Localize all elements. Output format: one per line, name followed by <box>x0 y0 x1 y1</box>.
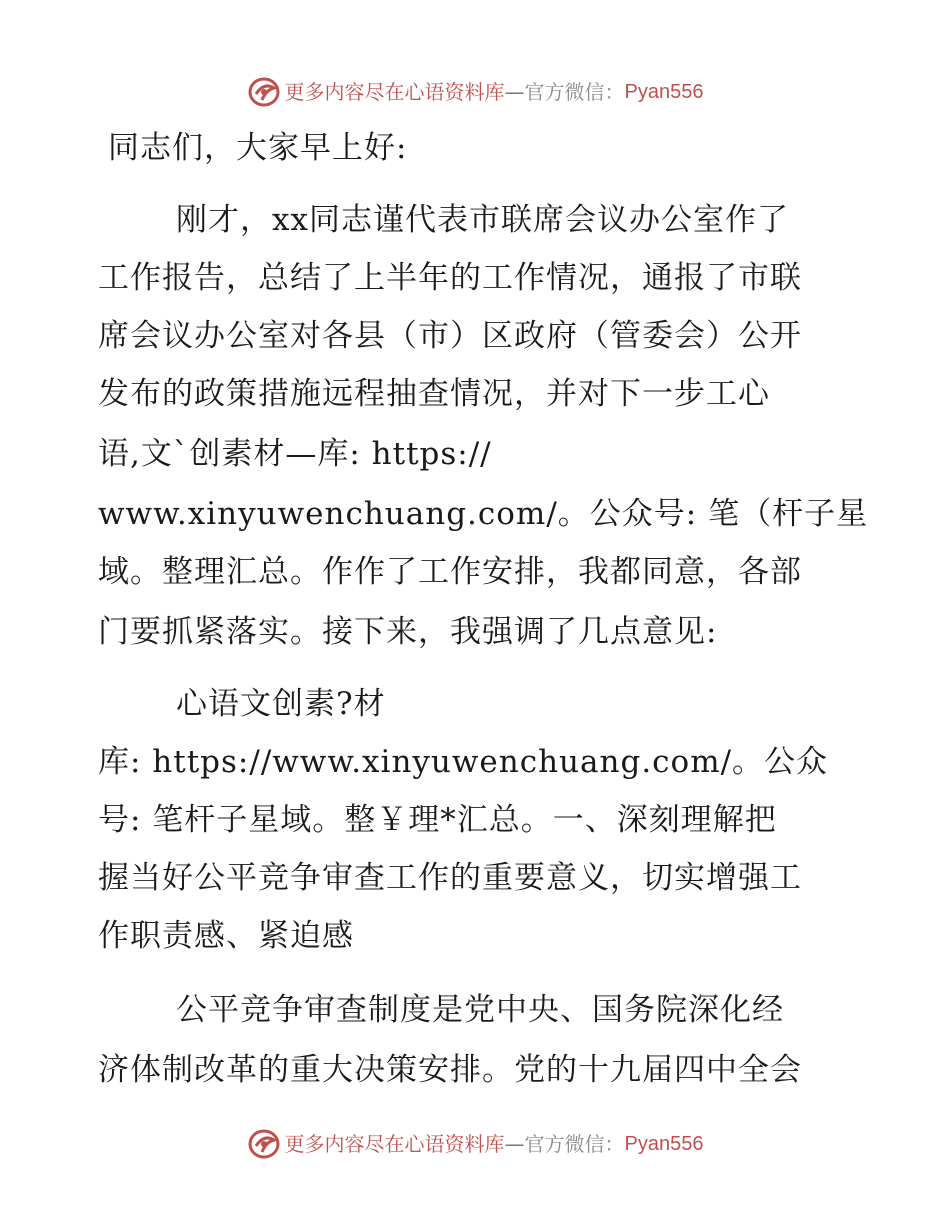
paragraph-line: 发布的政策措施远程抽查情况，并对下一步工心 <box>98 376 770 412</box>
paragraph-line: 心语文创素?材 <box>176 686 386 722</box>
footer-banner <box>0 1128 950 1160</box>
section-heading-line: 号: 笔杆子星域。整￥理*汇总。一、深刻理解把 <box>98 802 777 838</box>
banner-wechat-id: Pyan556 <box>624 81 704 103</box>
section-heading-line: 作职责感、紧迫感 <box>98 918 354 954</box>
paragraph-line: 济体制改革的重大决策安排。党的十九届四中全会 <box>98 1052 802 1088</box>
paragraph-line: 语,文`创素材—库: https:// <box>98 436 492 472</box>
banner-separator: — <box>504 80 525 104</box>
paragraph-line: 工作报告，总结了上半年的工作情况，通报了市联 <box>98 260 802 296</box>
swirl-logo <box>247 76 283 108</box>
swirl-logo <box>247 1128 283 1160</box>
banner-main-text: 更多内容尽在心语资料库 <box>284 1132 505 1156</box>
paragraph-line: 席会议办公室对各县（市）区政府（管委会）公开 <box>98 318 802 354</box>
paragraph-line: 公平竞争审查制度是党中央、国务院深化经 <box>176 992 784 1028</box>
banner-main-text: 更多内容尽在心语资料库 <box>284 80 505 104</box>
paragraph-line: 门要抓紧落实。接下来，我强调了几点意见: <box>98 614 718 650</box>
banner-separator: — <box>504 1132 525 1156</box>
banner-official-label: 官方微信： <box>524 1132 625 1156</box>
header-banner <box>0 76 950 108</box>
banner-official-label: 官方微信： <box>524 80 625 104</box>
paragraph-line: 域。整理汇总。作作了工作安排，我都同意，各部 <box>98 554 802 590</box>
greeting: 同志们，大家早上好: <box>108 130 408 166</box>
banner-wechat-id: Pyan556 <box>624 1133 704 1155</box>
paragraph-line: www.xinyuwenchuang.com/。公众号: 笔（杆子星 <box>98 496 869 532</box>
paragraph-line: 库: https://www.xinyuwenchuang.com/。公众 <box>98 744 829 780</box>
paragraph-line: 刚才，xx同志谨代表市联席会议办公室作了 <box>176 202 789 238</box>
section-heading-line: 握当好公平竞争审查工作的重要意义，切实增强工 <box>98 860 802 896</box>
